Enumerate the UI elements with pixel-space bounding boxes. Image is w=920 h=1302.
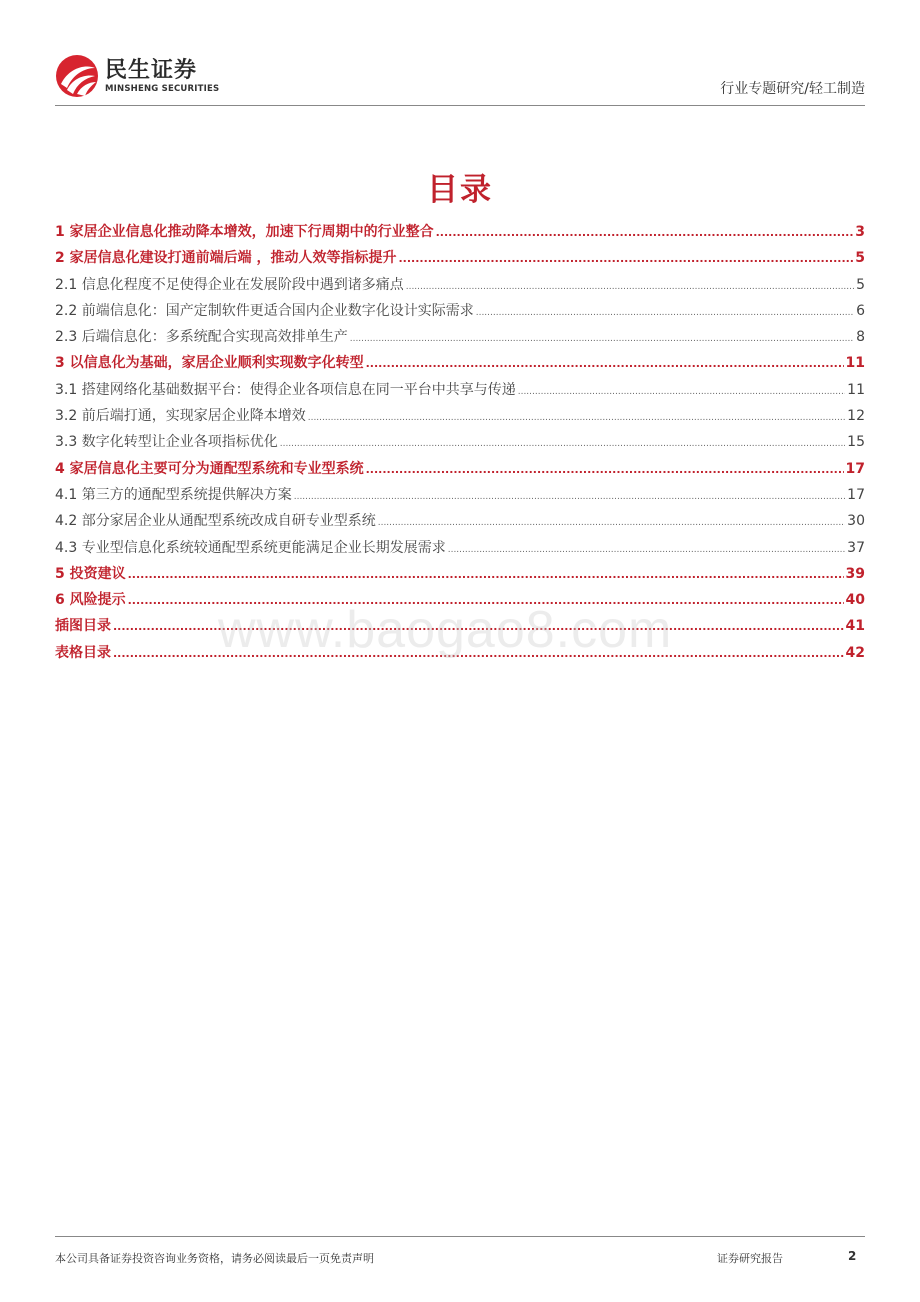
toc-entry-page[interactable]: 5 [855, 250, 865, 267]
toc-entry-page[interactable]: 5 [856, 276, 865, 293]
logo-en-text: MINSHENG SECURITIES [105, 83, 220, 94]
footer-doc-type: 证券研究报告 [717, 1252, 783, 1265]
toc-entry[interactable] [55, 537, 865, 563]
toc-leader-dots [406, 282, 854, 292]
toc-entry[interactable] [55, 510, 865, 536]
toc-leader-dots [294, 492, 845, 502]
toc-entry-text[interactable]: 3.3 数字化转型让企业各项指标优化 [55, 434, 278, 451]
company-logo [55, 54, 219, 98]
toc-entry[interactable] [55, 247, 865, 273]
toc-leader-dots [280, 439, 845, 449]
toc-entry-text[interactable]: 表格目录 [55, 644, 111, 661]
toc-leader-dots [436, 226, 854, 239]
toc-entry-page[interactable]: 6 [856, 302, 865, 319]
page-number: 2 [848, 1249, 857, 1263]
toc-entry-text[interactable]: 2.2 前端信息化：国产定制软件更适合国内企业数字化设计实际需求 [55, 302, 474, 319]
toc-entry[interactable] [55, 405, 865, 431]
toc-entry-text[interactable]: 6 风险提示 [55, 592, 126, 609]
toc-entry-text[interactable]: 3.1 搭建网络化基础数据平台：使得企业各项信息在同一平台中共享与传递 [55, 381, 516, 398]
logo-cn-text: 民生证券 [105, 57, 198, 83]
toc-entry-text[interactable]: 4.1 第三方的通配型系统提供解决方案 [55, 486, 292, 503]
toc-entry-page[interactable]: 8 [856, 329, 865, 346]
header-divider [55, 105, 865, 106]
footer-disclaimer: 本公司具备证券投资咨询业务资格，请务必阅读最后一页免责声明 [55, 1252, 374, 1265]
toc-entry-page[interactable]: 17 [847, 486, 865, 503]
toc-leader-dots [366, 357, 844, 370]
toc-entry-page[interactable]: 30 [847, 513, 865, 530]
footer-divider [55, 1236, 865, 1237]
toc-entry[interactable] [55, 352, 865, 378]
toc-entry[interactable] [55, 300, 865, 326]
toc-entry-page[interactable]: 3 [855, 224, 865, 240]
toc-entry-text[interactable]: 3 以信息化为基础，家居企业顺利实现数字化转型 [55, 355, 364, 372]
toc-entry-page[interactable]: 39 [845, 565, 865, 582]
toc-entry-page[interactable]: 41 [845, 618, 865, 635]
toc-entry-text[interactable]: 2 家居信息化建设打通前端后端 ，推动人效等指标提升 [55, 250, 397, 267]
toc-entry-text[interactable]: 4.3 专业型信息化系统较通配型系统更能满足企业长期发展需求 [55, 539, 446, 556]
toc-leader-dots [399, 252, 854, 265]
toc-leader-dots [366, 463, 844, 476]
toc-entry[interactable] [55, 326, 865, 352]
watermark: www.baogao8.com [218, 601, 673, 659]
toc-leader-dots [518, 387, 845, 397]
minsheng-logo-icon [55, 54, 99, 98]
toc-entry-page[interactable]: 11 [845, 355, 865, 372]
toc-entry[interactable] [55, 563, 865, 589]
toc-entry-text[interactable]: 2.1 信息化程度不足使得企业在发展阶段中遇到诸多痛点 [55, 276, 404, 293]
toc-entry-text[interactable]: 5 投资建议 [55, 565, 126, 582]
toc-leader-dots [476, 308, 854, 318]
toc-entry[interactable] [55, 221, 865, 247]
toc-entry[interactable] [55, 274, 865, 300]
toc-entry-page[interactable]: 37 [847, 539, 865, 556]
toc-leader-dots [350, 334, 854, 344]
toc-leader-dots [308, 413, 845, 423]
toc-entry-page[interactable]: 12 [847, 408, 865, 425]
toc-entry-text[interactable]: 1 家居企业信息化推动降本增效，加速下行周期中的行业整合 [55, 224, 434, 240]
toc-entry-page[interactable]: 15 [847, 434, 865, 451]
toc-entry-page[interactable]: 17 [845, 460, 865, 477]
toc-entry-text[interactable]: 2.3 后端信息化：多系统配合实现高效排单生产 [55, 329, 348, 346]
toc-entry-text[interactable]: 3.2 前后端打通，实现家居企业降本增效 [55, 408, 306, 425]
toc-leader-dots [378, 518, 845, 528]
report-category: 行业专题研究/轻工制造 [720, 81, 865, 97]
toc-title: 目录 [427, 172, 493, 208]
toc-entry-page[interactable]: 11 [847, 381, 865, 398]
toc-entry[interactable] [55, 458, 865, 484]
toc-entry-page[interactable]: 42 [845, 644, 865, 661]
toc-entry-page[interactable]: 40 [845, 592, 865, 609]
toc-leader-dots [128, 568, 844, 581]
toc-entry[interactable] [55, 484, 865, 510]
toc-entry-text[interactable]: 4 家居信息化主要可分为通配型系统和专业型系统 [55, 460, 364, 477]
page-header [55, 50, 865, 106]
toc-leader-dots [448, 545, 845, 555]
toc-entry[interactable] [55, 379, 865, 405]
toc-entry-text[interactable]: 4.2 部分家居企业从通配型系统改成自研专业型系统 [55, 513, 376, 530]
toc-entry[interactable] [55, 431, 865, 457]
toc-entry-text[interactable]: 插图目录 [55, 618, 111, 635]
